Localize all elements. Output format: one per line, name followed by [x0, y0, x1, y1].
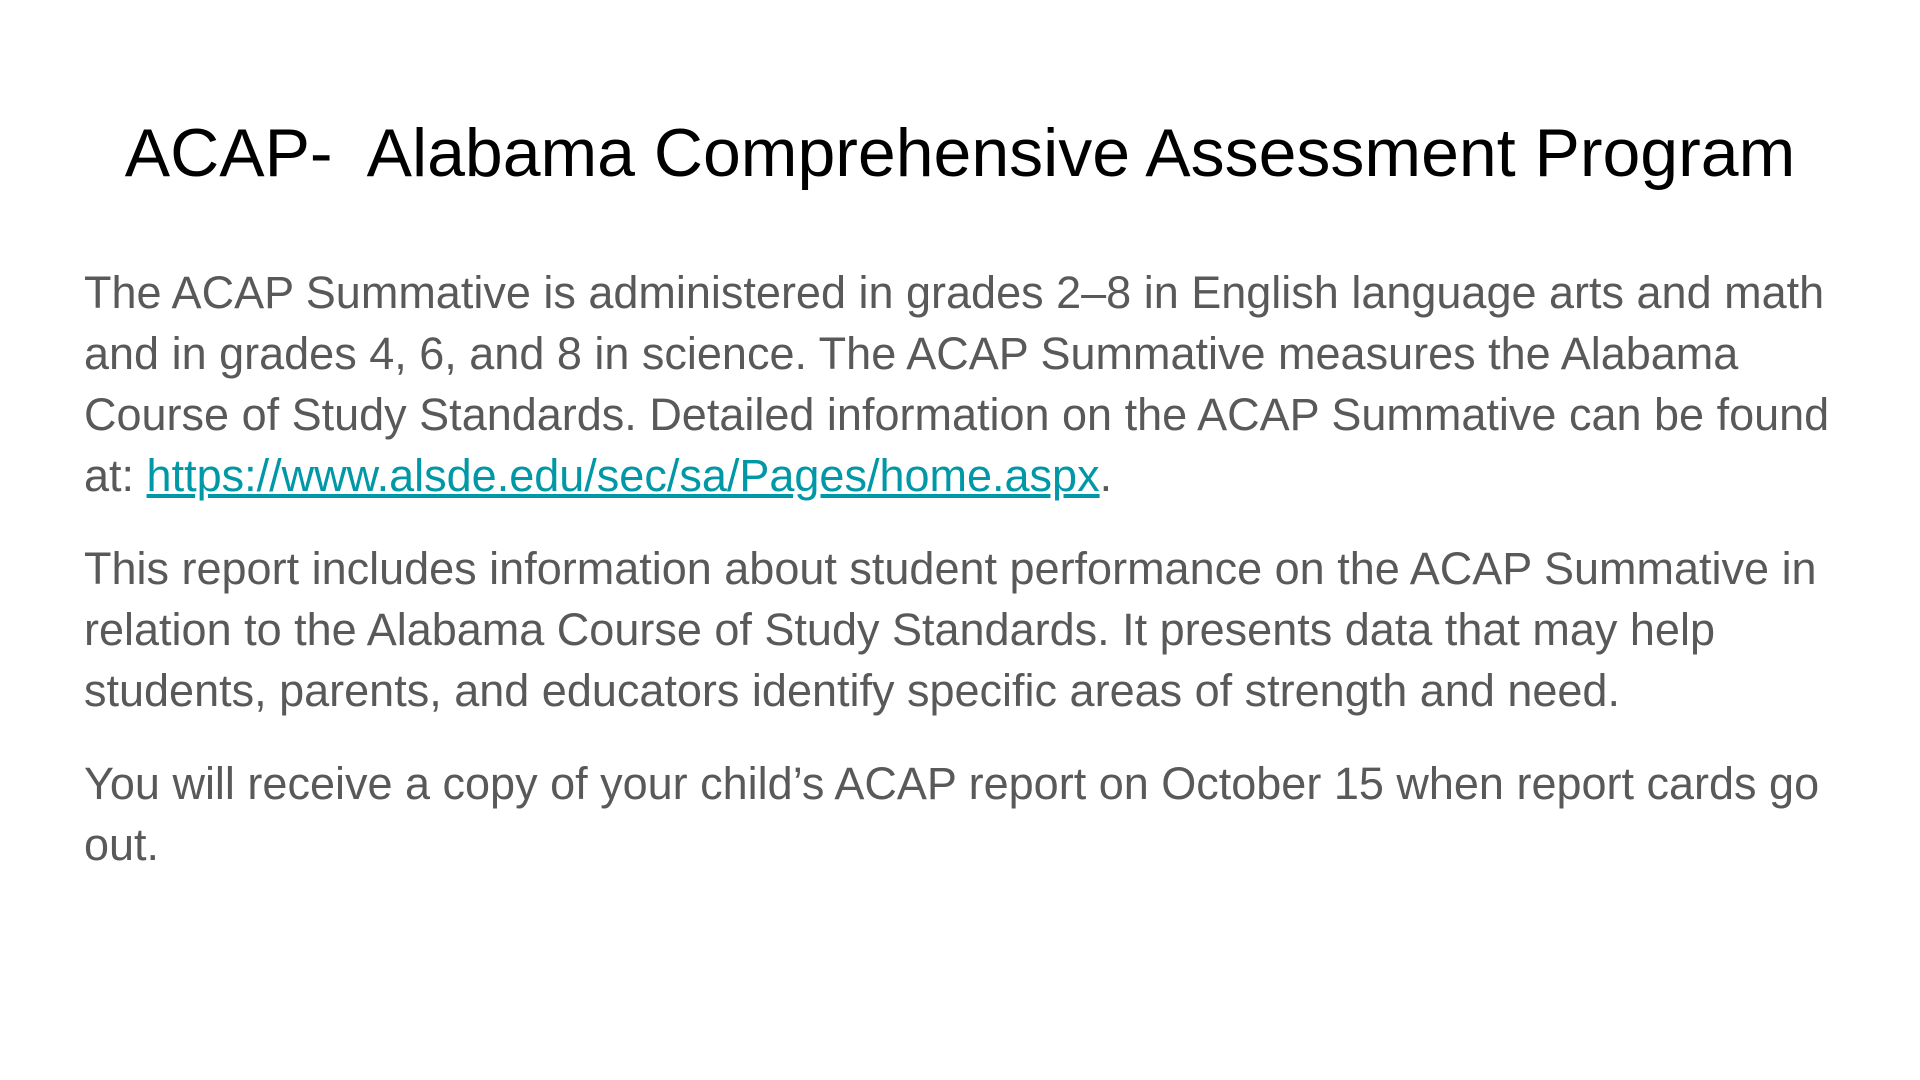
paragraph-summary-text: The ACAP Summative is administered in grades 2–8 in English language arts and math and in grades 4, 6, and 8 in science. The ACAP Summative measures the Alabama Course of Study Standards. Detailed information on the ACAP Summative can be found at:	[84, 267, 1830, 501]
alsde-link[interactable]: https://www.alsde.edu/sec/sa/Pages/home.aspx	[146, 450, 1100, 501]
paragraph-summary-end: .	[1099, 450, 1113, 501]
paragraph-summary	[84, 262, 1864, 506]
slide-title: ACAP- Alabama Comprehensive Assessment Program	[124, 115, 1796, 191]
slide-body	[84, 262, 1864, 907]
paragraph-report-date: You will receive a copy of your child’s ACAP report on October 15 when report cards go out.	[84, 758, 1820, 870]
paragraph-report-info: This report includes information about student performance on the ACAP Summative in relation to the Alabama Course of Study Standards. It presents data that may help students, parents, and educators identify specific areas of strength and need.	[84, 543, 1817, 716]
